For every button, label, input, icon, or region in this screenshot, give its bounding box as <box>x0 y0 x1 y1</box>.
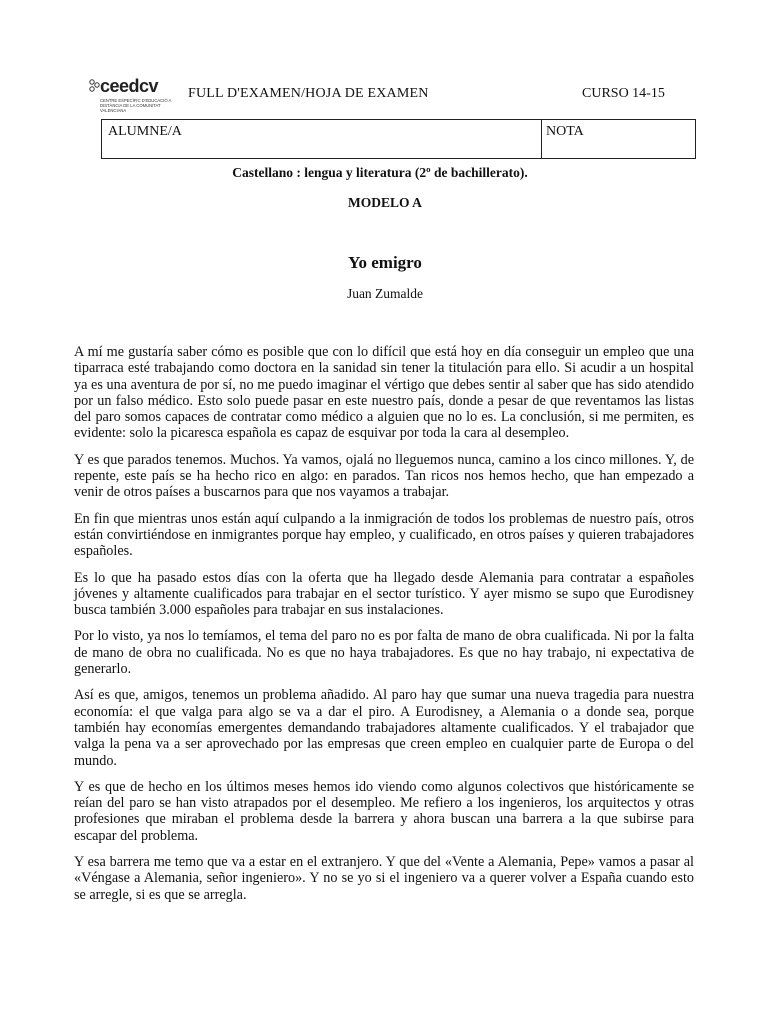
grade-field[interactable]: NOTA <box>546 124 584 139</box>
paragraph: Por lo visto, ya nos lo temíamos, el tema del paro no es por falta de mano de obra cualificada. Ni por la falta de mano de obra no cualificada. No es que no haya trabajadores. Es que no hay trabajo, ni expectativa de generarlo. <box>74 628 694 678</box>
article-author: Juan Zumalde <box>346 286 424 301</box>
paragraph: Y es que parados tenemos. Muchos. Ya vamos, ojalá no lleguemos nunca, camino a los cinco millones. Y, de repente, este país se ha hecho rico en algo: en parados. Tan ricos nos hemos hecho, que han empezado a venir de otros países a buscarnos para que nos vayamos a trabajar. <box>74 451 694 501</box>
article-body <box>74 344 694 913</box>
exam-sheet-title: FULL D'EXAMEN/HOJA DE EXAMEN <box>188 86 429 101</box>
course-label: CURSO 14-15 <box>582 86 665 101</box>
paragraph: Es lo que ha pasado estos días con la oferta que ha llegado desde Alemania para contratar a españoles jóvenes y altamente cualificados para trabajar en el sector turístico. Y ayer mismo se supo que Eurodisney busca también 3.000 españoles para trabajar en sus instalaciones. <box>74 569 694 619</box>
model-label: MODELO A <box>348 195 422 210</box>
logo-wordmark: ceedcv <box>100 76 159 96</box>
student-grade-box <box>101 119 696 159</box>
ceedcv-logo <box>88 76 172 114</box>
paragraph: Así es que, amigos, tenemos un problema añadido. Al paro hay que sumar una nueva tragedia para nuestra economía: el que valga para algo se va a dar el piro. A Eurodisney, a Alemania o a donde sea, porque también hay economías emergentes demandando trabajadores altamente cualificados. Y el trabajador que valga la pena va a ser aprovechado por las empresas que creen empleo en cualquier parte de Europa o del mundo. <box>74 687 694 769</box>
logo-subtitle: CENTRE ESPECÍFIC D'EDUCACIÓ A DISTÀNCIA DE LA COMUNITAT VALENCIANA <box>100 98 172 113</box>
paragraph: A mí me gustaría saber cómo es posible que con lo difícil que está hoy en día conseguir un empleo que una tiparraca esté trabajando como doctora en la sanidad sin tener la titulación para ello. Si acudir a un hospital ya es una aventura de por sí, no me puedo imaginar el vértigo que debes sentir al saber que has sido atendido por un falso médico. Esto solo puede pasar en este nuestro país, donde a pesar de que reventamos las listas del paro somos capaces de contratar como médico a alguien que no lo es. La conclusión, si me permiten, es evidente: solo la picaresca española es capaz de esquivar por toda la cara al desempleo. <box>74 344 694 442</box>
article-title: Yo emigro <box>348 253 422 272</box>
subject-line: Castellano : lengua y literatura (2º de bachillerato). <box>232 165 528 180</box>
student-name-field[interactable]: ALUMNE/A <box>108 124 182 139</box>
paragraph: Y esa barrera me temo que va a estar en el extranjero. Y que del «Vente a Alemania, Pepe» vamos a pasar al «Véngase a Alemania, señor ingeniero». Y no se yo si el ingeniero va a querer volver a España cuando esto se arregle, si es que se arregla. <box>74 854 694 903</box>
paragraph: En fin que mientras unos están aquí culpando a la inmigración de todos los problemas de nuestro país, otros están convirtiéndose en inmigrantes porque hay empleo, y cualificado, en otros países y quieren trabajadores españoles. <box>74 510 694 560</box>
paragraph: Y es que de hecho en los últimos meses hemos ido viendo como algunos colectivos que históricamente se reían del paro se han visto atrapados por el desempleo. Me refiero a los ingenieros, los arquitectos y otras profesiones que miraban el problema desde la barrera y ahora buscan una barrera a la que subirse para escapar del problema. <box>74 778 694 844</box>
box-divider <box>541 120 542 158</box>
